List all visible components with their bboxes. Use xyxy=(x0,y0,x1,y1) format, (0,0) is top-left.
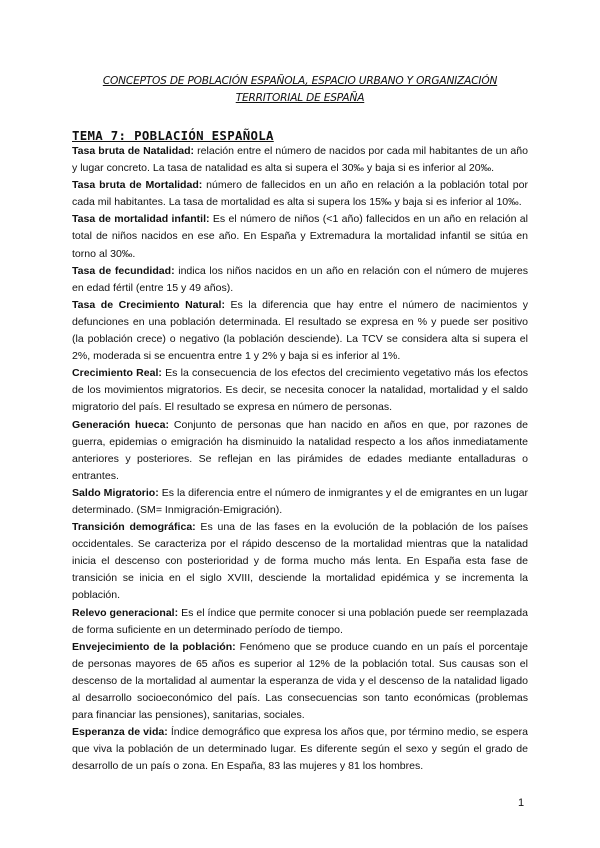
definition-term: Tasa bruta de Natalidad: xyxy=(72,145,195,157)
title-line-1: CONCEPTOS DE POBLACIÓN ESPAÑOLA, ESPACIO URBANO Y ORGANIZACIÓN xyxy=(102,75,498,87)
definition-text: Es la diferencia que hay entre el número de nacimientos y defunciones en una población determinada. El resultado se expresa en % y puede ser positivo (la población crece) o negativo (la población desciende). La TCV se considera alta si supera el 2%, moderada si se encuentra entre 1 y 2% y baja si es inferior al 1%. xyxy=(72,298,528,363)
definition-entry xyxy=(72,519,528,604)
definition-entry xyxy=(72,417,528,485)
definition-term: Crecimiento Real: xyxy=(72,367,162,380)
definition-entry xyxy=(72,211,528,262)
definition-entry xyxy=(72,365,528,416)
title-line-2: TERRITORIAL DE ESPAÑA xyxy=(235,92,365,104)
definition-entry xyxy=(72,297,528,365)
definition-text: Índice demográfico que expresa los años que, por término medio, se espera que viva la población de un determinado lugar. Es diferente según el sexo y según el grado de desarrollo de un país o zona. En España, 83 las mujeres y 81 los hombres. xyxy=(72,726,528,773)
definition-term: Tasa de Crecimiento Natural: xyxy=(72,298,225,311)
definition-text: Es la diferencia entre el número de inmigrantes y el de emigrantes en un lugar determinado. (SM= Inmigración-Emigración). xyxy=(72,486,529,516)
definition-entry xyxy=(72,639,528,724)
definition-text: Fenómeno que se produce cuando en un país el porcentaje de personas mayores de 65 años es superior al 12% de la población total. Sus causas son el descenso de la mortalidad al aumentar la esperanza de vida y el descenso de la natalidad ligado al desarrollo socioeconómico del país. Las consecuencias son tanto económicas (problemas para financiar las pensiones), sanitarias, sociales. xyxy=(72,640,528,722)
definition-term: Saldo Migratorio: xyxy=(72,486,159,499)
definition-text: relación entre el número de nacidos por cada mil habitantes de un año y lugar concreto. La tasa de natalidad es alta si supera el 30‰ y baja si es inferior al 20‰. xyxy=(72,145,528,175)
definition-term: Esperanza de vida: xyxy=(72,726,168,739)
definition-text: Es el índice que permite conocer si una población puede ser reemplazada de forma suficiente en un determinado período de tiempo. xyxy=(72,606,529,636)
definition-entry xyxy=(72,605,528,639)
definition-entry xyxy=(72,485,528,519)
definition-entry xyxy=(72,724,528,775)
definition-text: número de fallecidos en un año en relación a la población total por cada mil habitantes. La tasa de mortalidad es alta si supera los 15‰ y baja si es inferior al 10‰. xyxy=(72,179,528,209)
definition-text: Es la consecuencia de los efectos del crecimiento vegetativo más los efectos de los movimientos migratorios. Es decir, se necesita conocer la natalidad, mortalidad y el saldo migratorio del país. El resultado se expresa en número de personas. xyxy=(72,367,528,414)
definition-term: Tasa de mortalidad infantil: xyxy=(72,213,210,226)
definitions-list xyxy=(72,143,528,775)
definition-entry xyxy=(72,177,528,211)
document-title xyxy=(74,73,526,107)
definition-entry xyxy=(72,263,528,297)
definition-text: Conjunto de personas que han nacido en años en que, por razones de guerra, epidemias o emigración ha disminuido la natalidad respecto a los años inmediatamente anteriores y posteriores. Se reflejan en las pirámides de edades mediante entalladuras o entrantes. xyxy=(72,418,528,482)
page-number: 1 xyxy=(518,797,525,809)
definition-term: Envejecimiento de la población: xyxy=(72,640,236,653)
definition-text: indica los niños nacidos en un año en relación con el número de mujeres en edad fértil (entre 15 y 49 años). xyxy=(72,264,528,294)
definition-entry xyxy=(72,143,528,177)
definition-term: Relevo generacional: xyxy=(72,606,179,619)
definition-text: Es una de las fases en la evolución de la población de los países occidentales. Se caracteriza por el rápido descenso de la mortalidad mientras que la natalidad inicia el descenso con posterioridad y de forma mucho más lenta. En España esta fase de transición se inicia en el siglo XVIII, desciende la mortalidad epidémica y se incrementa la población. xyxy=(72,521,528,602)
definition-term: Transición demográfica: xyxy=(72,521,196,534)
definition-term: Tasa bruta de Mortalidad: xyxy=(72,179,203,192)
definition-term: Generación hueca: xyxy=(72,418,169,431)
definition-text: Es el número de niños (<1 año) fallecidos en un año en relación al total de niños nacidos en ese año. En España y Extremadura la mortalidad infantil se sitúa en torno al 30‰. xyxy=(72,213,528,260)
section-heading: TEMA 7: POBLACIÓN ESPAÑOLA xyxy=(72,128,274,143)
definition-term: Tasa de fecundidad: xyxy=(72,264,175,277)
